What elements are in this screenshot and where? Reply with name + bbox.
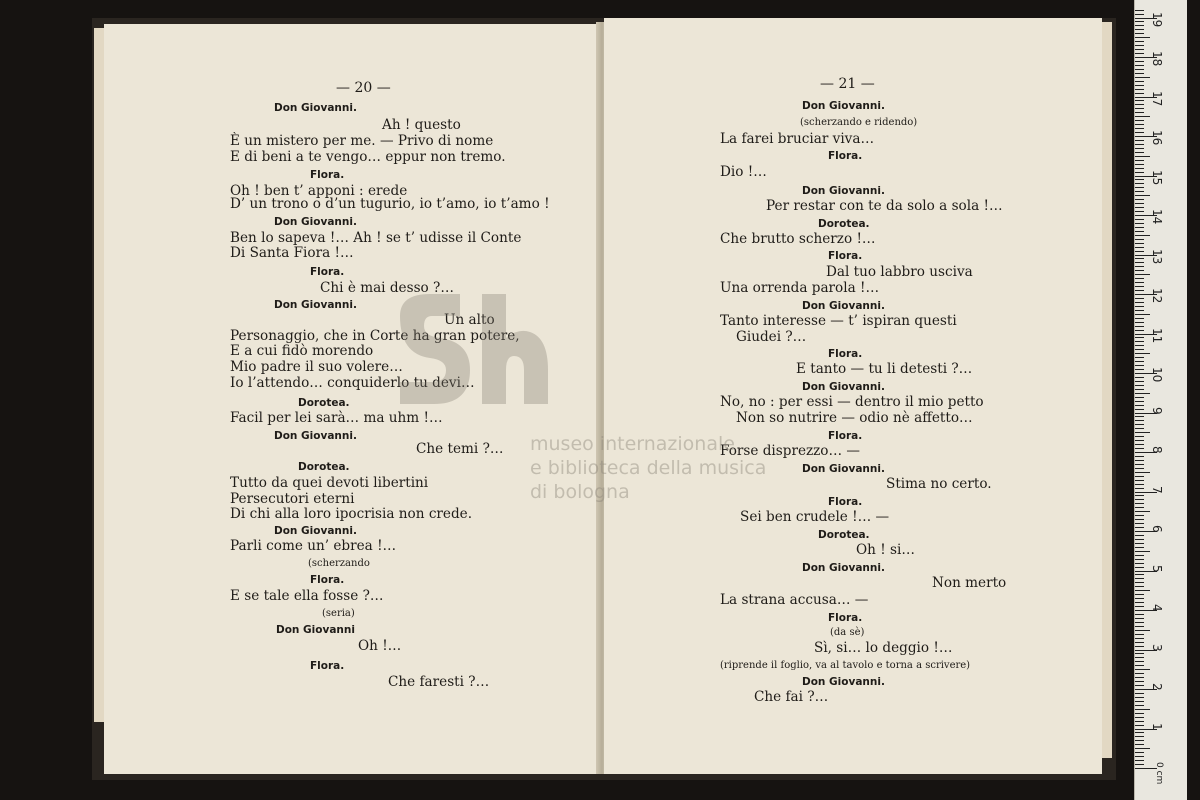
ruler-tick <box>1135 168 1144 169</box>
ruler-tick <box>1135 661 1144 662</box>
verse-line: D’ un trono o d’un tugurio, io t’amo, io t’amo ! <box>230 196 550 212</box>
ruler-tick <box>1135 681 1144 682</box>
ruler-tick <box>1135 172 1144 173</box>
measuring-ruler <box>1134 0 1187 800</box>
ruler-tick <box>1135 598 1144 599</box>
ruler-tick <box>1135 326 1144 327</box>
ruler-tick <box>1135 290 1144 291</box>
ruler-tick <box>1135 420 1144 421</box>
ruler-tick <box>1135 460 1144 461</box>
ruler-tick <box>1135 713 1144 714</box>
ruler-tick <box>1135 665 1144 666</box>
ruler-tick <box>1135 744 1144 745</box>
speaker-name: Don Giovanni. <box>274 430 357 442</box>
ruler-tick <box>1135 357 1144 358</box>
verse-line: Persecutori eterni <box>230 491 355 507</box>
ruler-tick <box>1135 270 1144 271</box>
ruler-tick <box>1135 495 1144 496</box>
ruler-number: 3 <box>1150 643 1164 652</box>
speaker-name: Flora. <box>828 348 863 360</box>
ruler-tick <box>1135 49 1144 50</box>
ruler-tick <box>1135 310 1144 311</box>
ruler-tick <box>1135 61 1144 62</box>
ruler-tick <box>1135 606 1144 607</box>
speaker-name: Don Giovanni. <box>274 216 357 228</box>
ruler-tick <box>1135 81 1144 82</box>
ruler-tick <box>1135 523 1144 524</box>
ruler-tick <box>1135 717 1144 718</box>
ruler-tick <box>1135 594 1144 595</box>
verse-line: E se tale ella fosse ?… <box>230 588 384 604</box>
ruler-tick <box>1135 219 1144 220</box>
ruler-tick <box>1135 669 1150 670</box>
ruler-number: 19 <box>1150 11 1164 27</box>
ruler-tick <box>1135 657 1144 658</box>
ruler-tick <box>1135 673 1144 674</box>
verse-line: No, no : per essi — dentro il mio petto <box>720 394 984 410</box>
ruler-tick <box>1135 602 1144 603</box>
ruler-tick <box>1135 488 1144 489</box>
ruler-number: 5 <box>1150 564 1164 573</box>
ruler-tick <box>1135 440 1144 441</box>
ruler-tick <box>1135 693 1144 694</box>
verse-line: Che faresti ?… <box>388 674 490 690</box>
ruler-tick <box>1135 120 1144 121</box>
ruler-tick <box>1135 195 1150 196</box>
stage-direction: (da sè) <box>830 627 865 638</box>
ruler-tick <box>1135 752 1144 753</box>
speaker-name: Dorotea. <box>298 461 350 473</box>
verse-line: È un mistero per me. — Privo di nome <box>230 133 494 149</box>
ruler-tick <box>1135 65 1144 66</box>
verse-line: E di beni a te vengo… eppur non tremo. <box>230 149 506 165</box>
verse-line: Dal tuo labbro usciva <box>826 264 973 280</box>
ruler-tick <box>1135 69 1144 70</box>
watermark-logo <box>390 286 550 412</box>
ruler-tick <box>1135 14 1144 15</box>
ruler-tick <box>1135 622 1144 623</box>
stage-direction: (scherzando <box>308 558 370 569</box>
speaker-name: Flora. <box>828 250 863 262</box>
ruler-tick <box>1135 503 1144 504</box>
ruler-tick <box>1135 381 1144 382</box>
ruler-tick <box>1135 73 1144 74</box>
ruler-number: 18 <box>1150 51 1164 67</box>
speaker-name: Flora. <box>310 574 345 586</box>
speaker-name: Don Giovanni <box>276 624 355 636</box>
ruler-tick <box>1135 152 1144 153</box>
ruler-tick <box>1135 160 1144 161</box>
ruler-tick <box>1135 211 1144 212</box>
speaker-name: Don Giovanni. <box>802 676 885 688</box>
ruler-tick <box>1135 278 1144 279</box>
verse-line: Forse disprezzo… — <box>720 443 860 459</box>
ruler-number: 7 <box>1150 485 1164 494</box>
ruler-tick <box>1135 393 1150 394</box>
verse-line: Parli come un’ ebrea !… <box>230 538 397 554</box>
ruler-tick <box>1135 314 1150 315</box>
ruler-tick <box>1135 535 1144 536</box>
right-page <box>604 18 1102 774</box>
ruler-tick <box>1135 436 1144 437</box>
verse-line: E tanto — tu li detesti ?… <box>796 361 973 377</box>
speaker-name: Flora. <box>310 660 345 672</box>
verse-line: Oh !… <box>358 638 402 654</box>
ruler-tick <box>1135 104 1144 105</box>
speaker-name: Flora. <box>828 496 863 508</box>
watermark-line-2: e biblioteca della musica <box>530 457 767 479</box>
ruler-tick <box>1135 302 1144 303</box>
ruler-number: 13 <box>1150 248 1164 264</box>
ruler-number: 12 <box>1150 288 1164 304</box>
ruler-tick <box>1135 511 1150 512</box>
ruler-tick <box>1135 677 1144 678</box>
page-number-left: — 20 — <box>336 80 391 96</box>
ruler-tick <box>1135 243 1144 244</box>
ruler-tick <box>1135 274 1150 275</box>
ruler-tick <box>1135 614 1144 615</box>
speaker-name: Don Giovanni. <box>274 299 357 311</box>
ruler-tick <box>1135 341 1144 342</box>
stage-direction: (seria) <box>322 608 355 619</box>
ruler-tick <box>1135 148 1144 149</box>
ruler-tick <box>1135 527 1144 528</box>
ruler-tick <box>1135 697 1144 698</box>
verse-line: Sei ben crudele !… — <box>740 509 890 525</box>
ruler-tick <box>1135 642 1144 643</box>
ruler-tick <box>1135 187 1144 188</box>
ruler-tick <box>1135 21 1144 22</box>
speaker-name: Don Giovanni. <box>274 525 357 537</box>
ruler-tick <box>1135 732 1144 733</box>
verse-line: Giudei ?… <box>736 329 807 345</box>
ruler-tick <box>1135 764 1144 765</box>
ruler-tick <box>1135 164 1144 165</box>
ruler-tick <box>1135 282 1144 283</box>
ruler-tick <box>1135 33 1144 34</box>
watermark-line-1: museo internazionale <box>530 433 735 455</box>
ruler-tick <box>1135 286 1144 287</box>
ruler-tick <box>1135 701 1144 702</box>
ruler-tick <box>1135 298 1144 299</box>
ruler-number: 16 <box>1150 130 1164 146</box>
verse-line: Non merto <box>932 575 1007 591</box>
ruler-tick <box>1135 586 1144 587</box>
stage-direction: (scherzando e ridendo) <box>800 117 918 128</box>
speaker-name: Flora. <box>828 612 863 624</box>
ruler-tick <box>1135 349 1144 350</box>
ruler-tick <box>1135 385 1144 386</box>
verse-line: E a cui fidò morendo <box>230 343 374 359</box>
verse-line: La farei bruciar viva… <box>720 131 875 147</box>
ruler-number: 11 <box>1150 327 1164 343</box>
ruler-tick <box>1135 203 1144 204</box>
verse-line: Ben lo sapeva !… Ah ! se t’ udisse il Conte <box>230 230 522 246</box>
ruler-tick <box>1135 405 1144 406</box>
ruler-tick <box>1135 108 1144 109</box>
speaker-name: Don Giovanni. <box>274 102 357 114</box>
verse-line: Io l’attendo… conquiderlo tu devi… <box>230 375 475 391</box>
ruler-tick <box>1135 156 1150 157</box>
page-number-right: — 21 — <box>820 76 875 92</box>
ruler-number: 2 <box>1150 683 1164 691</box>
ruler-tick <box>1135 472 1150 473</box>
ruler-tick <box>1135 578 1144 579</box>
ruler-tick <box>1135 547 1144 548</box>
ruler-tick <box>1135 563 1144 564</box>
verse-line: La strana accusa… — <box>720 592 869 608</box>
verse-line: Ah ! questo <box>382 117 461 133</box>
speaker-name: Dorotea. <box>818 218 870 230</box>
ruler-tick <box>1135 227 1144 228</box>
ruler-tick <box>1135 630 1150 631</box>
ruler-tick <box>1135 646 1144 647</box>
ruler-tick <box>1135 480 1144 481</box>
verse-line: Che temi ?… <box>416 441 504 457</box>
ruler-tick <box>1135 365 1144 366</box>
ruler-tick <box>1135 748 1150 749</box>
ruler-tick <box>1135 251 1144 252</box>
speaker-name: Flora. <box>310 266 345 278</box>
ruler-tick <box>1135 464 1144 465</box>
ruler-tick <box>1135 685 1144 686</box>
ruler-tick <box>1135 626 1144 627</box>
ruler-tick <box>1135 543 1144 544</box>
ruler-tick <box>1135 559 1144 560</box>
ruler-tick <box>1135 539 1144 540</box>
ruler-tick <box>1135 41 1144 42</box>
ruler-tick <box>1135 37 1150 38</box>
ruler-tick <box>1135 634 1144 635</box>
verse-line: Per restar con te da solo a sola !… <box>766 198 1003 214</box>
ruler-tick <box>1135 223 1144 224</box>
ruler-tick <box>1135 409 1144 410</box>
ruler-tick <box>1135 124 1144 125</box>
verse-line: Di chi alla loro ipocrisia non crede. <box>230 506 473 522</box>
verse-line: Facil per lei sarà… ma uhm !… <box>230 410 443 426</box>
ruler-tick <box>1135 551 1150 552</box>
speaker-name: Don Giovanni. <box>802 463 885 475</box>
ruler-tick <box>1135 183 1144 184</box>
ruler-tick <box>1135 207 1144 208</box>
verse-line: Stima no certo. <box>886 476 992 492</box>
ruler-tick <box>1135 448 1144 449</box>
ruler-tick <box>1135 740 1144 741</box>
ruler-tick <box>1135 353 1150 354</box>
ruler-number: 1 <box>1150 722 1164 731</box>
ruler-unit-label: 0 cm <box>1154 762 1164 785</box>
ruler-tick <box>1135 519 1144 520</box>
ruler-tick <box>1135 401 1144 402</box>
speaker-name: Flora. <box>828 430 863 442</box>
speaker-name: Flora. <box>828 150 863 162</box>
ruler-tick <box>1135 116 1150 117</box>
ruler-tick <box>1135 266 1144 267</box>
verse-line: Che fai ?… <box>754 689 829 705</box>
ruler-tick <box>1135 45 1144 46</box>
ruler-tick <box>1135 29 1144 30</box>
speaker-name: Dorotea. <box>818 529 870 541</box>
verse-line: Tanto interesse — t’ ispiran questi <box>720 313 957 329</box>
ruler-tick <box>1135 476 1144 477</box>
verse-line: Chi è mai desso ?… <box>320 280 454 296</box>
ruler-tick <box>1135 590 1150 591</box>
verse-line: Di Santa Fiora !… <box>230 245 354 261</box>
ruler-tick <box>1135 128 1144 129</box>
ruler-tick <box>1135 760 1144 761</box>
speaker-name: Don Giovanni. <box>802 100 885 112</box>
verse-line: Che brutto scherzo !… <box>720 231 876 247</box>
ruler-tick <box>1135 653 1144 654</box>
speaker-name: Flora. <box>310 169 345 181</box>
ruler-tick <box>1135 416 1144 417</box>
ruler-tick <box>1135 424 1144 425</box>
ruler-tick <box>1135 638 1144 639</box>
ruler-tick <box>1135 515 1144 516</box>
ruler-tick <box>1135 235 1150 236</box>
ruler-tick <box>1135 231 1144 232</box>
ruler-number: 6 <box>1150 525 1164 533</box>
ruler-tick <box>1135 709 1150 710</box>
ruler-tick <box>1135 369 1144 370</box>
ruler-tick <box>1135 89 1144 90</box>
ruler-tick <box>1135 318 1144 319</box>
ruler-tick <box>1135 567 1144 568</box>
ruler-tick <box>1135 25 1144 26</box>
ruler-tick <box>1135 705 1144 706</box>
ruler-tick <box>1135 10 1144 11</box>
ruler-tick <box>1135 258 1144 259</box>
ruler-tick <box>1135 725 1144 726</box>
ruler-tick <box>1135 322 1144 323</box>
ruler-tick <box>1135 432 1150 433</box>
ruler-tick <box>1135 499 1144 500</box>
ruler-tick <box>1135 377 1144 378</box>
verse-line: Dio !… <box>720 164 767 180</box>
ruler-tick <box>1135 582 1144 583</box>
ruler-tick <box>1135 179 1144 180</box>
verse-line: Un alto <box>444 312 495 328</box>
ruler-number: 9 <box>1150 406 1164 415</box>
ruler-tick <box>1135 247 1144 248</box>
ruler-tick <box>1135 428 1144 429</box>
ruler-tick <box>1135 507 1144 508</box>
ruler-tick <box>1135 389 1144 390</box>
verse-line: Sì, si… lo deggio !… <box>814 640 953 656</box>
speaker-name: Don Giovanni. <box>802 381 885 393</box>
ruler-tick <box>1135 132 1144 133</box>
ruler-tick <box>1135 444 1144 445</box>
speaker-name: Don Giovanni. <box>802 185 885 197</box>
ruler-tick <box>1135 574 1144 575</box>
ruler-number: 4 <box>1150 604 1164 612</box>
ruler-tick <box>1135 53 1144 54</box>
speaker-name: Don Giovanni. <box>802 300 885 312</box>
ruler-tick <box>1135 112 1144 113</box>
ruler-tick <box>1135 239 1144 240</box>
ruler-tick <box>1135 468 1144 469</box>
ruler-number: 14 <box>1150 209 1164 225</box>
ruler-number: 15 <box>1150 169 1164 185</box>
ruler-tick <box>1135 756 1144 757</box>
ruler-tick <box>1135 140 1144 141</box>
verse-line: Oh ! si… <box>856 542 915 558</box>
ruler-number: 8 <box>1150 446 1164 454</box>
ruler-number: 10 <box>1150 367 1164 383</box>
verse-line: Mio padre il suo volere… <box>230 359 403 375</box>
verse-line: Personaggio, che in Corte ha gran potere, <box>230 328 520 344</box>
ruler-tick <box>1135 484 1144 485</box>
ruler-tick <box>1135 618 1144 619</box>
ruler-tick <box>1135 93 1144 94</box>
ruler-tick <box>1135 555 1144 556</box>
ruler-tick <box>1135 199 1144 200</box>
ruler-tick <box>1135 721 1144 722</box>
ruler-tick <box>1135 397 1144 398</box>
watermark-line-3: di bologna <box>530 481 630 503</box>
verse-line: Oh ! ben t’ apponi : erede <box>230 183 408 199</box>
speaker-name: Dorotea. <box>298 397 350 409</box>
ruler-tick <box>1135 736 1144 737</box>
ruler-tick <box>1135 306 1144 307</box>
ruler-tick <box>1135 85 1144 86</box>
ruler-tick <box>1135 361 1144 362</box>
ruler-tick <box>1135 144 1144 145</box>
ruler-number: 17 <box>1150 90 1164 106</box>
ruler-tick <box>1135 345 1144 346</box>
speaker-name: Don Giovanni. <box>802 562 885 574</box>
verse-line: Tutto da quei devoti libertini <box>230 475 429 491</box>
ruler-tick <box>1135 100 1144 101</box>
verse-line: Una orrenda parola !… <box>720 280 880 296</box>
ruler-tick <box>1135 77 1150 78</box>
stage-direction: (riprende il foglio, va al tavolo e torna a scrivere) <box>720 660 971 671</box>
verse-line: Non so nutrire — odio nè affetto… <box>736 410 973 426</box>
ruler-tick <box>1135 191 1144 192</box>
ruler-tick <box>1135 456 1144 457</box>
ruler-tick <box>1135 337 1144 338</box>
ruler-tick <box>1135 330 1144 331</box>
ruler-tick <box>1135 262 1144 263</box>
